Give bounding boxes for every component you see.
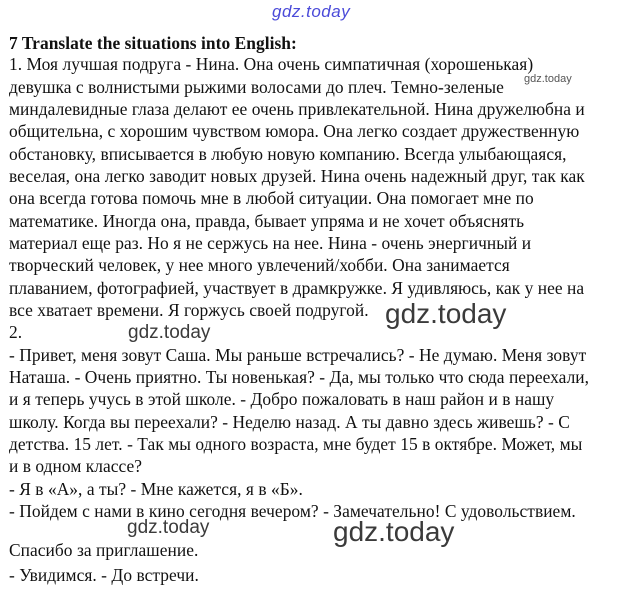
- text-line: математике. Иногда она, правда, бывает упряма и не хочет объяснять: [9, 211, 525, 231]
- text-line: веселая, она легко заводит новых друзей. Нина очень надежный друг, так как: [9, 166, 585, 186]
- text-line: общительна, с хорошим чувством юмора. Она легко создает дружественную: [9, 121, 580, 141]
- section-number: 2.: [9, 322, 23, 342]
- text-line: девушка с волнистыми рыжими волосами до плеч. Темно-зеленые: [9, 77, 504, 97]
- text-line: детства. 15 лет. - Так мы одного возраста, мне будет 15 в октябре. Может, мы: [9, 434, 583, 454]
- text-line: плаванием, фотографией, участвует в драмкружке. Я удивляюсь, как у нее на: [9, 278, 585, 298]
- watermark-small: gdz.today: [524, 73, 572, 85]
- text-line: - Увидимся. - До встречи.: [9, 565, 199, 585]
- text-line: Спасибо за приглашение.: [9, 540, 199, 560]
- text-line: она всегда готова помочь мне в любой ситуации. Она помогает мне по: [9, 188, 534, 208]
- text-line: школу. Когда вы переехали? - Неделю назад. А ты давно здесь живешь? - С: [9, 412, 570, 432]
- text-line: обстановку, вписывается в любую новую компанию. Всегда улыбающаяся,: [9, 144, 567, 164]
- watermark-mid-big: gdz.today: [385, 298, 507, 329]
- text-line: - Пойдем с нами в кино сегодня вечером? - Замечательно! С удовольствием.: [9, 501, 576, 521]
- watermark-top: gdz.today: [272, 2, 351, 21]
- text-line: Наташа. - Очень приятно. Ты новенькая? - Да, мы только что сюда переехали,: [9, 367, 590, 387]
- exercise-heading: 7 Translate the situations into English:: [9, 33, 297, 53]
- text-line: - Привет, меня зовут Саша. Мы раньше встречались? - Не думаю. Меня зовут: [9, 345, 587, 365]
- watermark-bottom-left: gdz.today: [127, 517, 210, 538]
- text-line: творческий человек, у нее много увлечений/хобби. Она занимается: [9, 255, 510, 275]
- text-line: все хватает времени. Я горжусь своей подругой.: [9, 300, 369, 320]
- text-line: миндалевидные глаза делают ее очень привлекательной. Нина дружелюбна и: [9, 99, 585, 119]
- text-line: 1. Моя лучшая подруга - Нина. Она очень симпатичная (хорошенькая): [9, 54, 534, 74]
- text-line: материал еще раз. Но я не сержусь на нее. Нина - очень энергичный и: [9, 233, 532, 253]
- watermark-bottom-big: gdz.today: [333, 516, 455, 547]
- text-line: - Я в «А», а ты? - Мне кажется, я в «Б».: [9, 479, 303, 499]
- text-line: и я теперь учусь в этой школе. - Добро пожаловать в наш район и в нашу: [9, 389, 555, 409]
- text-line: и в одном классе?: [9, 456, 143, 476]
- watermark-mid-left: gdz.today: [128, 322, 211, 343]
